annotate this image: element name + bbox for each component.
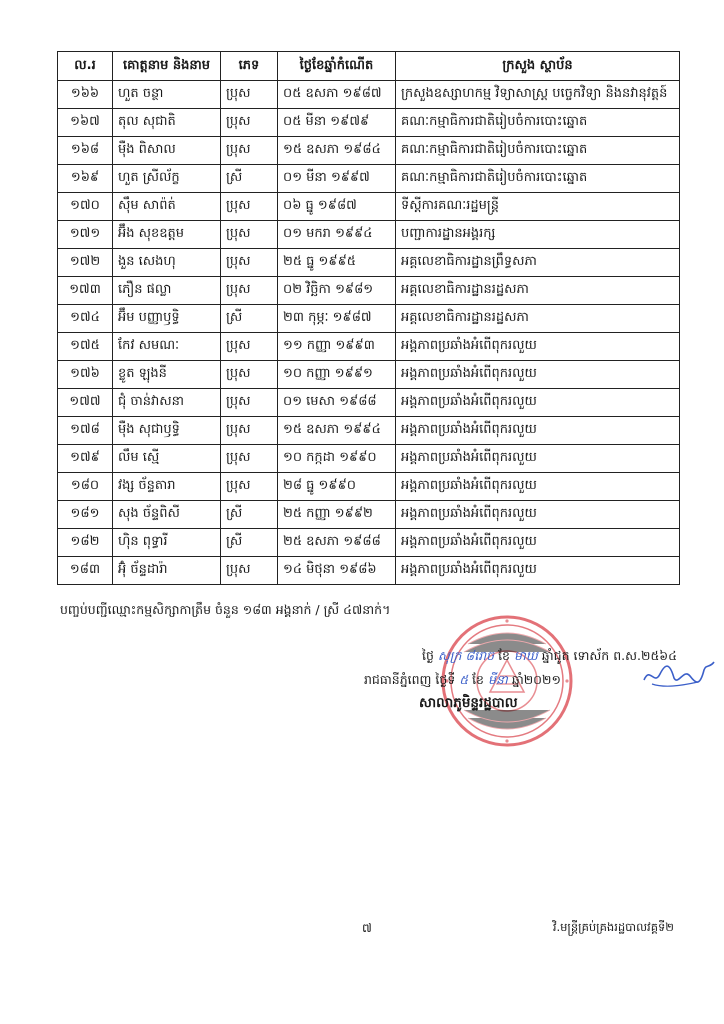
cell-institution: អង្គភាពប្រឆាំងអំពើពុករលួយ bbox=[396, 361, 680, 389]
table-row bbox=[58, 333, 680, 361]
table-row bbox=[58, 109, 680, 137]
cell-institution: អគ្គលេខាធិការដ្ឋានព្រឹទ្ធសភា bbox=[396, 249, 680, 277]
cell-dob: ០២ វិច្ឆិកា ១៩៨១ bbox=[278, 277, 396, 305]
lunar-date-handwritten-month: មាឃ bbox=[513, 648, 538, 663]
page-number: ៧ bbox=[362, 921, 372, 935]
table-row bbox=[58, 137, 680, 165]
cell-no: ១៨០ bbox=[58, 473, 113, 501]
table-row bbox=[58, 81, 680, 109]
cell-institution: អង្គភាពប្រឆាំងអំពើពុករលួយ bbox=[396, 417, 680, 445]
cell-sex: ស្រី bbox=[221, 305, 278, 333]
cell-name: ហ៊ិន ពុទ្ធារី bbox=[113, 529, 221, 557]
cell-sex: ប្រុស bbox=[221, 249, 278, 277]
cell-name: ស៊ឹម សាព៉ត់ bbox=[113, 193, 221, 221]
footer-department: វិ.មន្ត្រីគ្រប់គ្រងរដ្ឋបាលវគ្គទី២ bbox=[552, 920, 674, 934]
cell-name: អ៊ុំ ច័ន្ទដារ៉ា bbox=[113, 557, 221, 585]
header-institution: ក្រសួង ស្ថាប័ន bbox=[396, 52, 680, 81]
signer-institution: សាលាភូមិន្ទរដ្ឋបាល bbox=[419, 695, 518, 711]
lunar-date-prefix: ថ្ងៃ bbox=[421, 648, 434, 663]
cell-institution: អង្គភាពប្រឆាំងអំពើពុករលួយ bbox=[396, 557, 680, 585]
cell-name: វង្ស ច័ន្ទតារា bbox=[113, 473, 221, 501]
cell-dob: ២៥ ឧសភា ១៩៨៨ bbox=[278, 529, 396, 557]
cell-institution: អង្គភាពប្រឆាំងអំពើពុករលួយ bbox=[396, 333, 680, 361]
cell-sex: ប្រុស bbox=[221, 221, 278, 249]
cell-sex: ប្រុស bbox=[221, 389, 278, 417]
cell-dob: ២៨ ធ្នូ ១៩៩០ bbox=[278, 473, 396, 501]
cell-dob: ១៥ ឧសភា ១៩៩៤ bbox=[278, 417, 396, 445]
cell-no: ១៨៣ bbox=[58, 557, 113, 585]
cell-dob: ០១ មេសា ១៩៨៨ bbox=[278, 389, 396, 417]
cell-name: ភឿន ផល្លា bbox=[113, 277, 221, 305]
cell-sex: ប្រុស bbox=[221, 193, 278, 221]
table-row bbox=[58, 165, 680, 193]
cell-sex: ស្រី bbox=[221, 501, 278, 529]
table-row bbox=[58, 193, 680, 221]
table-row bbox=[58, 445, 680, 473]
cell-dob: ១១ កញ្ញា ១៩៩៣ bbox=[278, 333, 396, 361]
cell-sex: ប្រុស bbox=[221, 109, 278, 137]
cell-sex: ប្រុស bbox=[221, 557, 278, 585]
cell-dob: ១០ កញ្ញា ១៩៩១ bbox=[278, 361, 396, 389]
cell-no: ១៧១ bbox=[58, 221, 113, 249]
cell-name: សុង ច័ន្ទពិសី bbox=[113, 501, 221, 529]
cell-no: ១៧៩ bbox=[58, 445, 113, 473]
cell-name: អ៊ឹង សុខឧត្តម bbox=[113, 221, 221, 249]
cell-institution: បញ្ជាការដ្ឋានអង្គរក្ស bbox=[396, 221, 680, 249]
cell-institution: អង្គភាពប្រឆាំងអំពើពុករលួយ bbox=[396, 529, 680, 557]
lunar-date-handwritten-day: សុក្រ ៨រោច bbox=[437, 648, 495, 663]
cell-no: ១៨២ bbox=[58, 529, 113, 557]
cell-name: ងួន សេងហុ bbox=[113, 249, 221, 277]
cell-no: ១៦៦ bbox=[58, 81, 113, 109]
cell-institution: អង្គភាពប្រឆាំងអំពើពុករលួយ bbox=[396, 389, 680, 417]
cell-dob: ០៥ មីនា ១៩៧៩ bbox=[278, 109, 396, 137]
solar-date-month-label: ខែ bbox=[472, 672, 484, 687]
cell-name: ម៉ឺង ពិសាល bbox=[113, 137, 221, 165]
table-row bbox=[58, 221, 680, 249]
header-dob: ថ្ងៃខែឆ្នាំកំណើត bbox=[278, 52, 396, 81]
table-row bbox=[58, 389, 680, 417]
table-row bbox=[58, 249, 680, 277]
cell-dob: ១៤ មិថុនា ១៩៨៦ bbox=[278, 557, 396, 585]
table-row bbox=[58, 501, 680, 529]
table-row bbox=[58, 557, 680, 585]
cell-no: ១៨១ bbox=[58, 501, 113, 529]
cell-name: អ៊ឹម បញ្ញាឫទ្ធិ bbox=[113, 305, 221, 333]
trainee-table bbox=[57, 51, 680, 585]
cell-name: ខ្លូត ឡុងនី bbox=[113, 361, 221, 389]
header-no: ល.រ bbox=[58, 52, 113, 81]
cell-no: ១៧៧ bbox=[58, 389, 113, 417]
cell-institution: អគ្គលេខាធិការដ្ឋានរដ្ឋសភា bbox=[396, 305, 680, 333]
cell-sex: ស្រី bbox=[221, 529, 278, 557]
table-row bbox=[58, 361, 680, 389]
cell-name: តុល សុជាតិ bbox=[113, 109, 221, 137]
cell-sex: ប្រុស bbox=[221, 137, 278, 165]
cell-sex: ប្រុស bbox=[221, 417, 278, 445]
cell-no: ១៦៧ bbox=[58, 109, 113, 137]
solar-date-line bbox=[364, 672, 561, 691]
cell-institution: គណៈកម្មាធិការជាតិរៀបចំការបោះឆ្នោត bbox=[396, 137, 680, 165]
table-row bbox=[58, 417, 680, 445]
cell-sex: ប្រុស bbox=[221, 361, 278, 389]
cell-institution: គណៈកម្មាធិការជាតិរៀបចំការបោះឆ្នោត bbox=[396, 165, 680, 193]
lunar-date-month-label: ខែ bbox=[498, 648, 510, 663]
solar-date-handwritten-month: មីនា bbox=[487, 672, 508, 687]
cell-name: ជុំ ចាន់វាសនា bbox=[113, 389, 221, 417]
cell-sex: ប្រុស bbox=[221, 277, 278, 305]
cell-no: ១៧៤ bbox=[58, 305, 113, 333]
cell-no: ១៧៨ bbox=[58, 417, 113, 445]
cell-name: ហួត ស្រីល័ក្ខ bbox=[113, 165, 221, 193]
cell-institution: អង្គភាពប្រឆាំងអំពើពុករលួយ bbox=[396, 445, 680, 473]
lunar-date-rest: ឆ្នាំជូត ទោស័ក ព.ស.២៥៦៤ bbox=[541, 648, 677, 663]
cell-no: ១៦៨ bbox=[58, 137, 113, 165]
cell-dob: ០៥ ឧសភា ១៩៨៧ bbox=[278, 81, 396, 109]
header-sex: ភេទ bbox=[221, 52, 278, 81]
lunar-date-line bbox=[422, 648, 677, 667]
summary-text: បញ្ចប់បញ្ជីឈ្មោះកម្មសិក្សាកាត្រឹម ចំនួន ១៨៣ អង្គនាក់ / ស្រី ៤៧នាក់។ bbox=[60, 602, 391, 617]
cell-sex: ប្រុស bbox=[221, 473, 278, 501]
cell-sex: ប្រុស bbox=[221, 333, 278, 361]
solar-date-prefix: រាជធានីភ្នំពេញ ថ្ងៃទី bbox=[364, 672, 456, 687]
cell-institution: អង្គភាពប្រឆាំងអំពើពុករលួយ bbox=[396, 473, 680, 501]
cell-institution: អគ្គលេខាធិការដ្ឋានរដ្ឋសភា bbox=[396, 277, 680, 305]
cell-no: ១៧៥ bbox=[58, 333, 113, 361]
cell-dob: ១០ កក្កដា ១៩៩០ bbox=[278, 445, 396, 473]
cell-dob: ២៥ ធ្នូ ១៩៩៥ bbox=[278, 249, 396, 277]
header-name: គោត្តនាម និងនាម bbox=[113, 52, 221, 81]
cell-name: កែវ សមណៈ bbox=[113, 333, 221, 361]
cell-dob: ១៥ ឧសភា ១៩៨៤ bbox=[278, 137, 396, 165]
cell-no: ១៧០ bbox=[58, 193, 113, 221]
cell-no: ១៦៩ bbox=[58, 165, 113, 193]
cell-no: ១៧២ bbox=[58, 249, 113, 277]
table-row bbox=[58, 277, 680, 305]
cell-institution: ក្រសួងឧស្សាហកម្ម វិទ្យាសាស្ត្រ បច្ចេកវិទ្យា និងនវានុវត្តន៍ bbox=[396, 81, 680, 109]
cell-name: ហួត ចន្ថា bbox=[113, 81, 221, 109]
cell-sex: ប្រុស bbox=[221, 81, 278, 109]
cell-dob: ០១ មីនា ១៩៩៧ bbox=[278, 165, 396, 193]
cell-institution: ទីស្តីការគណៈរដ្ឋមន្ត្រី bbox=[396, 193, 680, 221]
cell-no: ១៧៦ bbox=[58, 361, 113, 389]
cell-sex: ប្រុស bbox=[221, 445, 278, 473]
table-body bbox=[58, 81, 680, 585]
cell-sex: ស្រី bbox=[221, 165, 278, 193]
cell-name: លឹម ស្មើ bbox=[113, 445, 221, 473]
cell-dob: ០៦ ធ្នូ ១៩៨៧ bbox=[278, 193, 396, 221]
table-row bbox=[58, 473, 680, 501]
solar-date-rest: ឆ្នាំ២០២១ bbox=[511, 672, 561, 687]
table-row bbox=[58, 305, 680, 333]
table-header-row bbox=[58, 52, 680, 81]
cell-dob: ០១ មករា ១៩៩៤ bbox=[278, 221, 396, 249]
cell-name: ម៉ឺង សុជាឫទ្ធិ bbox=[113, 417, 221, 445]
cell-dob: ២៥ កញ្ញា ១៩៩២ bbox=[278, 501, 396, 529]
table-row bbox=[58, 529, 680, 557]
cell-no: ១៧៣ bbox=[58, 277, 113, 305]
solar-date-handwritten-day: ៥ bbox=[459, 672, 469, 687]
cell-institution: គណៈកម្មាធិការជាតិរៀបចំការបោះឆ្នោត bbox=[396, 109, 680, 137]
cell-dob: ២៣ កុម្ភៈ ១៩៨៧ bbox=[278, 305, 396, 333]
handwritten-signature bbox=[640, 656, 718, 692]
cell-institution: អង្គភាពប្រឆាំងអំពើពុករលួយ bbox=[396, 501, 680, 529]
